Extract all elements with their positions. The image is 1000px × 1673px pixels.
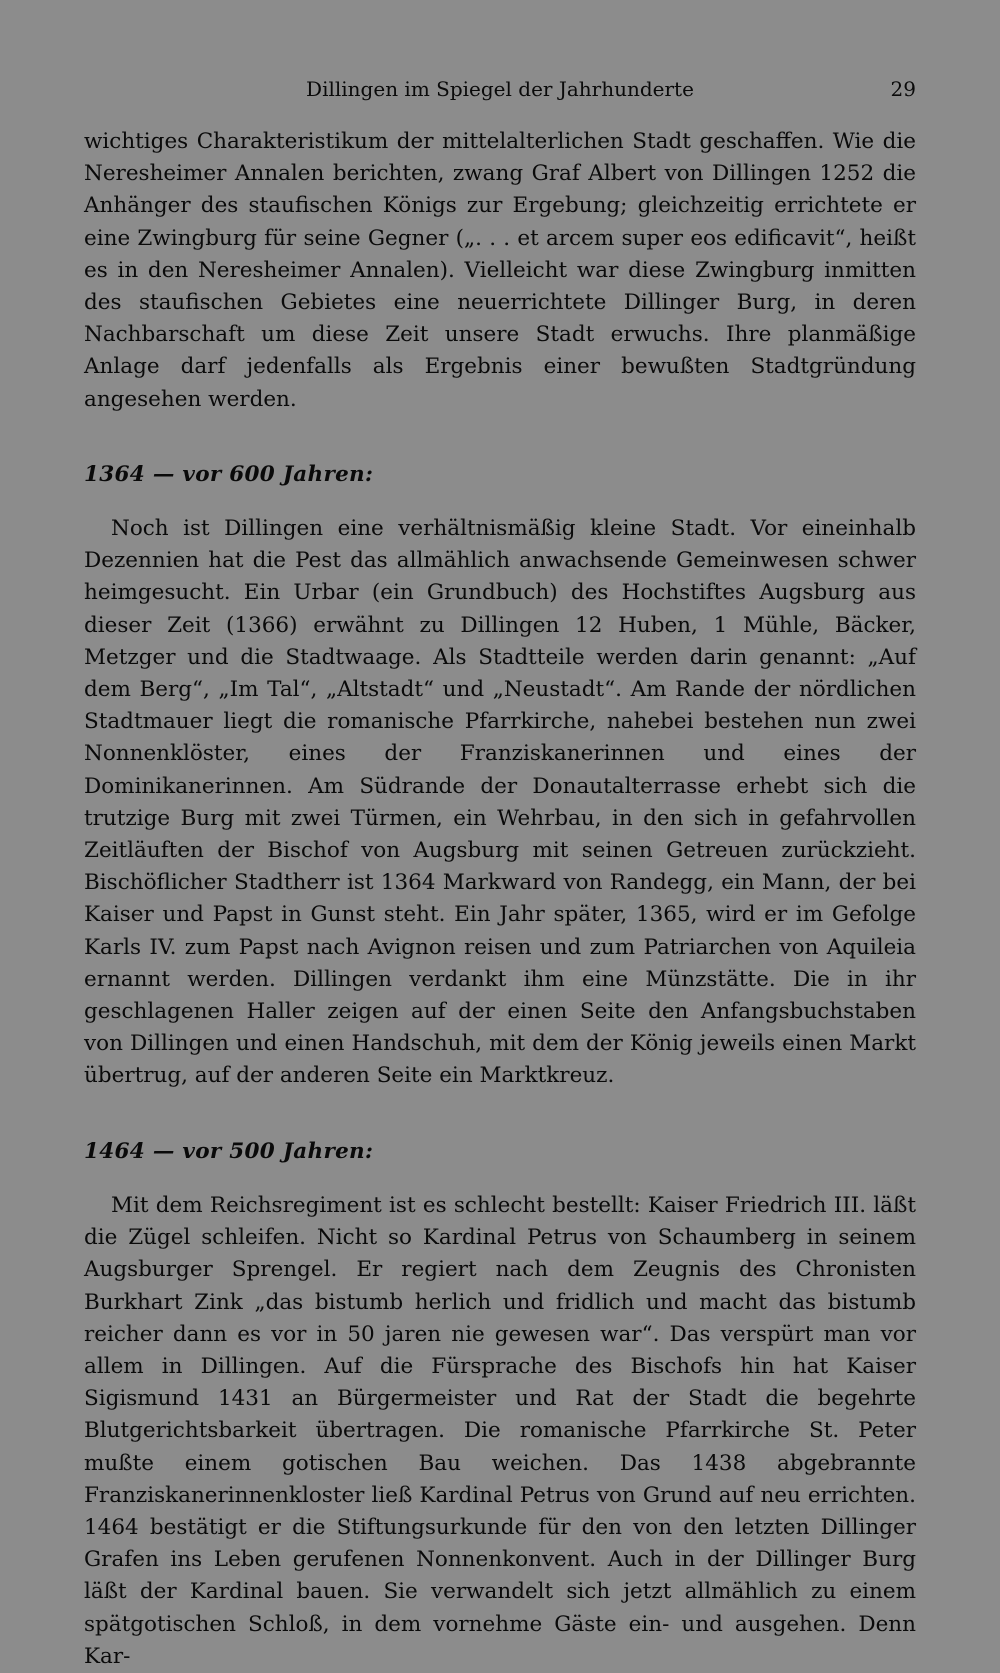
section-heading-1364: 1364 — vor 600 Jahren: (84, 461, 374, 487)
section-heading-1464: 1464 — vor 500 Jahren: (84, 1138, 374, 1164)
page-number: 29 (890, 77, 916, 101)
running-header (84, 74, 916, 104)
paragraph-1464: Mit dem Reichsregiment ist es schlecht bestellt: Kaiser Friedrich III. läßt die Zügel schleifen. Nicht so Kardinal Petrus von Schaumberg in seinem Augsburger Sprengel. Er regiert nach dem Zeugnis des Chronisten Burkhart Zink „das bistumb herlich und fridlich und macht das bistumb reicher dann es vor in 50 jaren nie gewesen war“. Das verspürt man vor allem in Dillingen. Auf die Fürsprache des Bischofs hin hat Kaiser Sigismund 1431 an Bürgermeister und Rat der Stadt die begehrte Blutgerichtsbarkeit übertragen. Die romanische Pfarrkirche St. Peter mußte einem gotischen Bau weichen. Das 1438 abgebrannte Franziskanerinnenkloster ließ Kardinal Petrus von Grund auf neu errichten. 1464 bestätigt er die Stiftungsurkunde für den von den letzten Dillinger Grafen ins Leben gerufenen Nonnenkonvent. Auch in der Dillinger Burg läßt der Kardinal bauen. Sie verwandelt sich jetzt allmählich zu einem spätgotischen Schloß, in dem vornehme Gäste ein- und ausgehen. Denn Kar- (84, 1192, 916, 1669)
paragraph-intro: wichtiges Charakteristikum der mittelalterlichen Stadt geschaffen. Wie die Neresheimer Annalen berichten, zwang Graf Albert von Dillingen 1252 die Anhänger des staufischen Königs zur Ergebung; gleichzeitig errichtete er eine Zwingburg für seine Gegner („. . . et arcem super eos edificavit“, heißt es in den Neresheimer Annalen). Vielleicht war diese Zwingburg inmitten des staufischen Gebietes eine neuerrichtete Dillinger Burg, in deren Nachbarschaft um diese Zeit unsere Stadt erwuchs. Ihre planmäßige Anlage darf jedenfalls als Ergebnis einer bewußten Stadtgründung angesehen werden. (84, 129, 916, 412)
body-text (84, 126, 916, 1673)
running-title: Dillingen im Spiegel der Jahrhunderte (306, 77, 694, 101)
paragraph-1364: Noch ist Dillingen eine verhältnismäßig kleine Stadt. Vor eineinhalb Dezennien hat die Pest das allmählich anwachsende Gemeinwesen schwer heimgesucht. Ein Urbar (ein Grundbuch) des Hochstiftes Augsburg aus dieser Zeit (1366) erwähnt zu Dillingen 12 Huben, 1 Mühle, Bäcker, Metzger und die Stadtwaage. Als Stadtteile werden darin genannt: „Auf dem Berg“, „Im Tal“, „Altstadt“ und „Neustadt“. Am Rande der nördlichen Stadtmauer liegt die romanische Pfarrkirche, nahebei bestehen nun zwei Nonnenklöster, eines der Franziskanerinnen und eines der Dominikanerinnen. Am Südrande der Donautalterrasse erhebt sich die trutzige Burg mit zwei Türmen, ein Wehrbau, in den sich in gefahrvollen Zeitläuften der Bischof von Augsburg mit seinen Getreuen zurückzieht. Bischöflicher Stadtherr ist 1364 Markward von Randegg, ein Mann, der bei Kaiser und Papst in Gunst steht. Ein Jahr später, 1365, wird er im Gefolge Karls IV. zum Papst nach Avignon reisen und zum Patriarchen von Aquileia ernannt werden. Dillingen verdankt ihm eine Münzstätte. Die in ihr geschlagenen Haller zeigen auf der einen Seite den Anfangsbuchstaben von Dillingen und einen Handschuh, mit dem der König jeweils einen Markt übertrug, auf der anderen Seite ein Marktkreuz. (84, 516, 916, 1089)
